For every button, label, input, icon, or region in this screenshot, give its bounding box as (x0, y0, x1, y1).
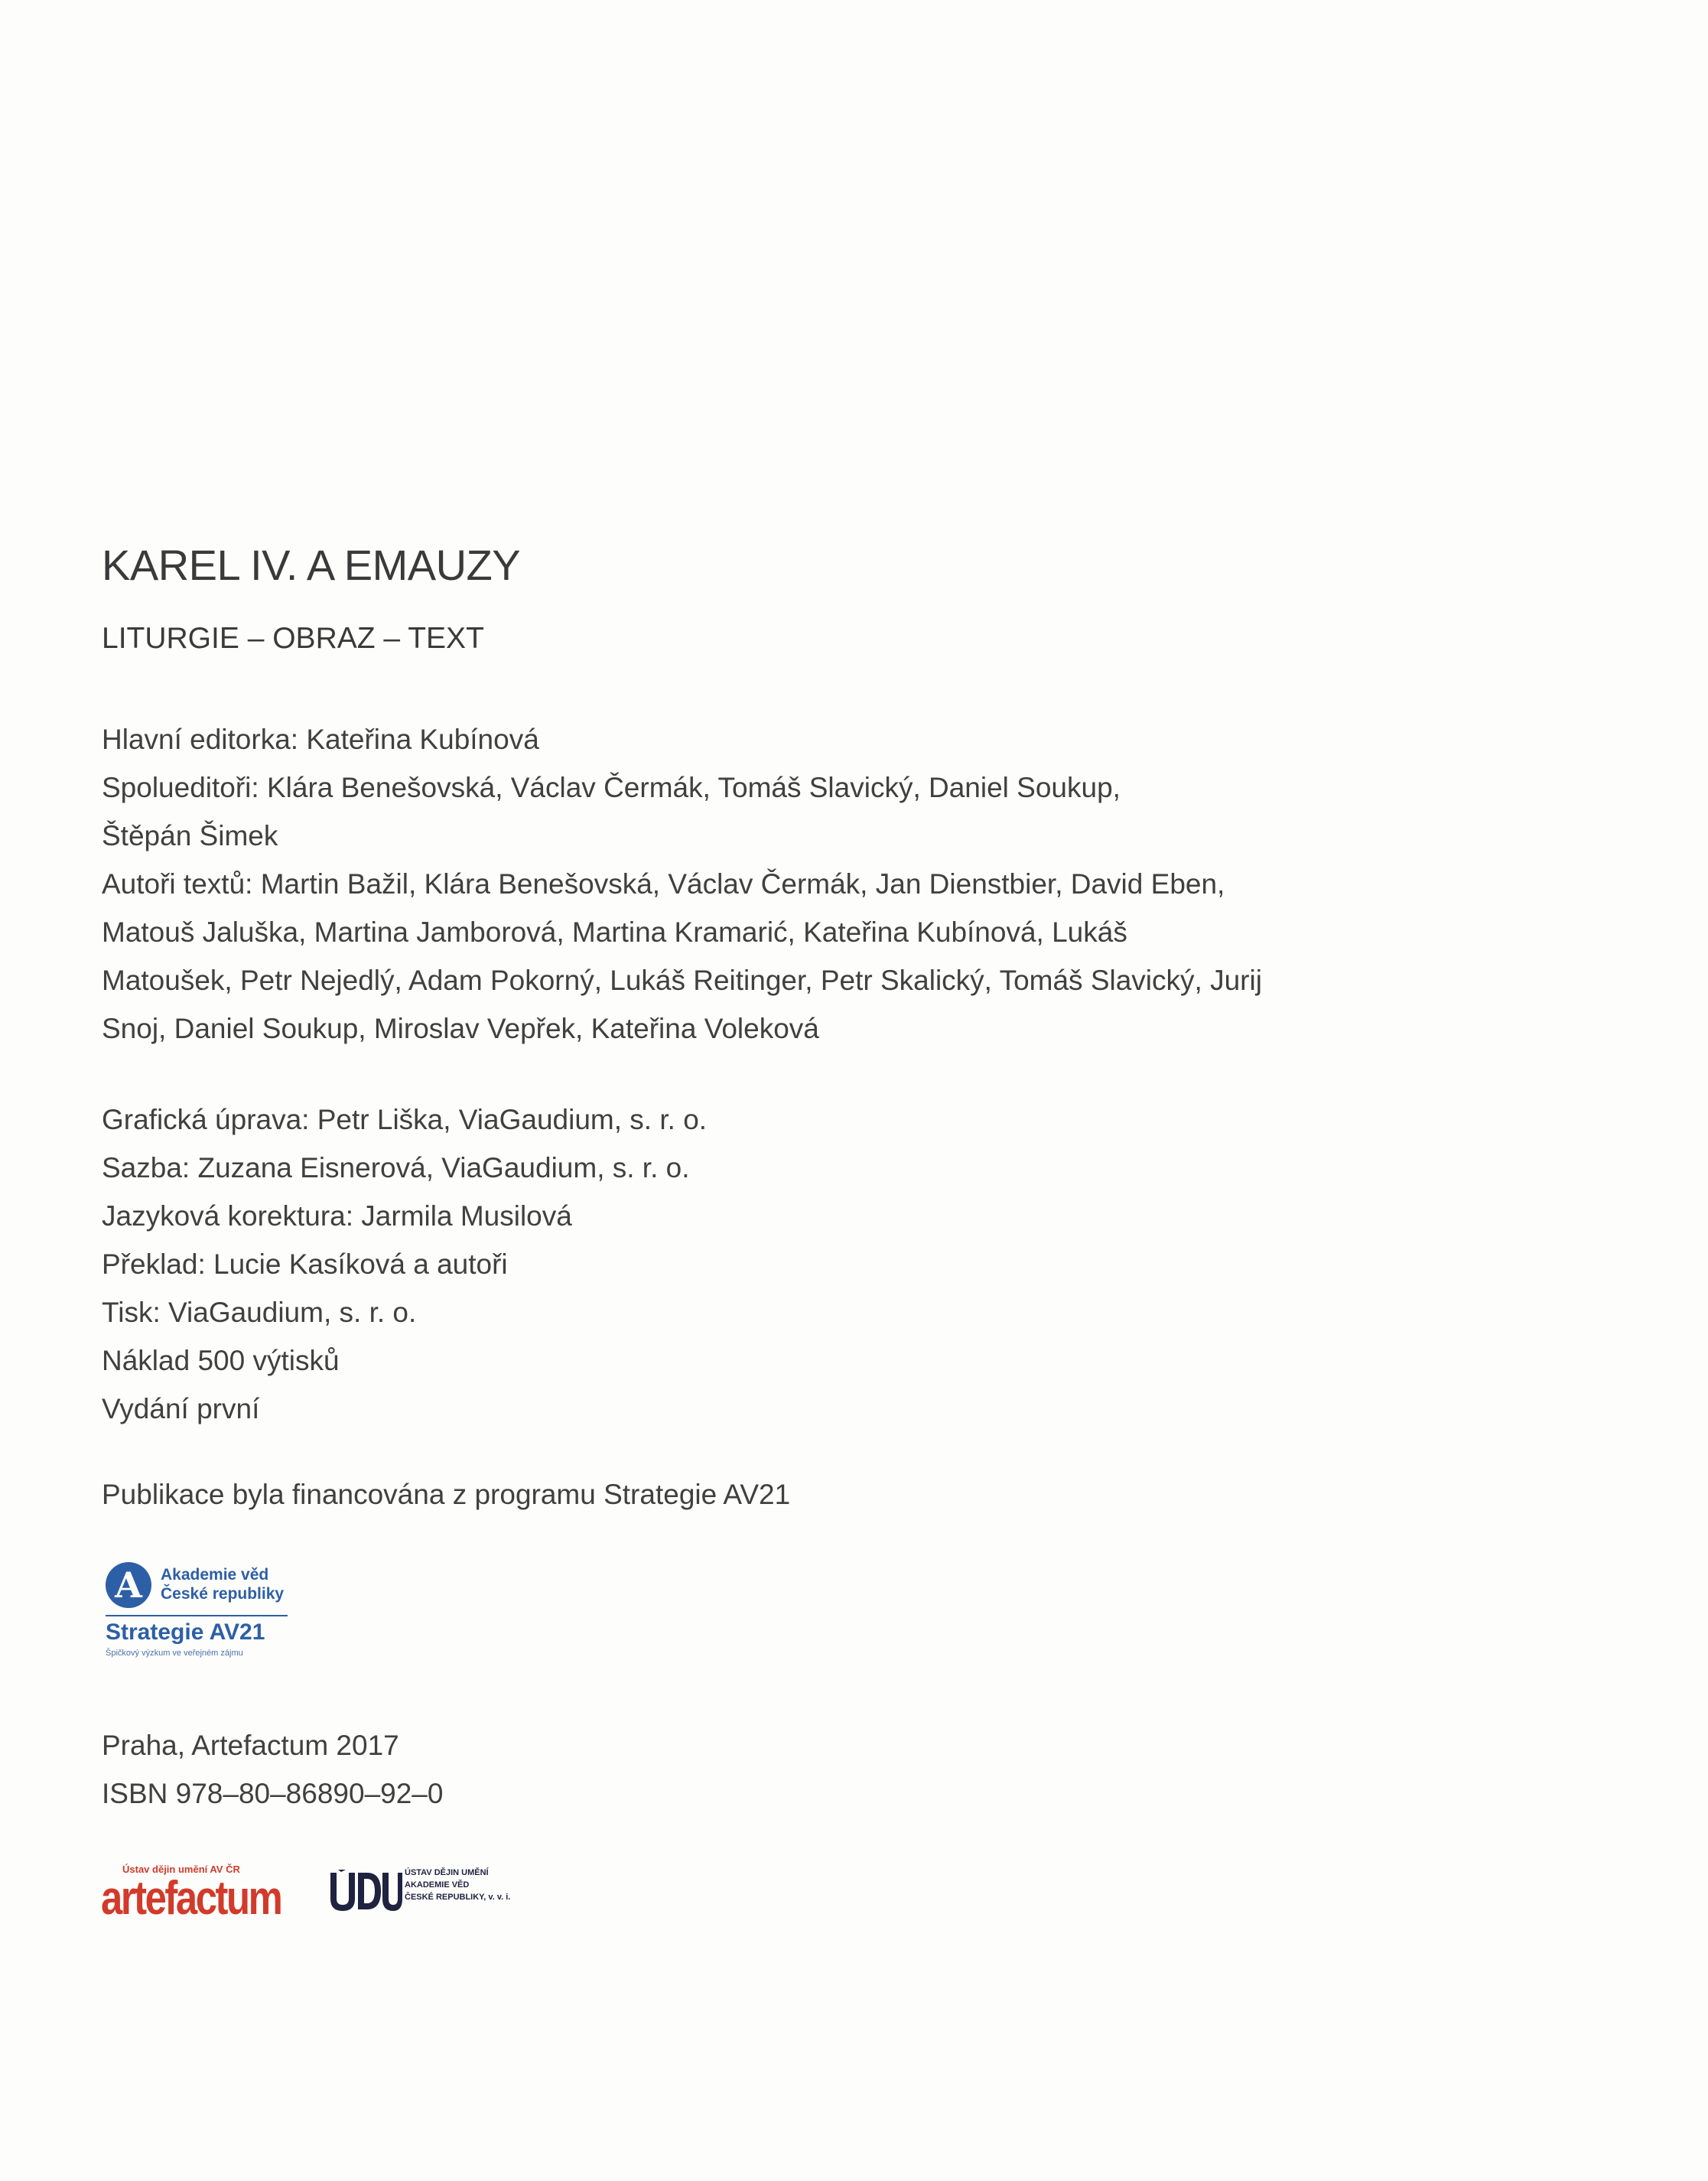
isbn-line: ISBN 978–80–86890–92–0 (102, 1778, 444, 1809)
publisher-line: Praha, Artefactum 2017 (102, 1730, 399, 1761)
editor-line: Hlavní editorka: Kateřina Kubínová (102, 724, 539, 755)
udu-monogram-logo-icon (329, 1870, 402, 1912)
book-subtitle: LITURGIE – OBRAZ – TEXT (102, 622, 484, 655)
print-line: Tisk: ViaGaudium, s. r. o. (102, 1297, 417, 1328)
proofreading-line: Jazyková korektura: Jarmila Musilová (102, 1200, 572, 1232)
av-divider (106, 1615, 288, 1616)
print-run-line: Náklad 500 výtisků (102, 1345, 340, 1376)
udu-institute-name: ÚSTAV DĚJIN UMĚNÍ AKADEMIE VĚD ČESKÉ REPUBLIKY, v. v. i. (405, 1868, 511, 1902)
imprint-block (102, 1721, 443, 1818)
credits-block (102, 715, 1364, 1053)
av-tagline: Špičkový výzkum ve veřejném zájmu (106, 1649, 243, 1658)
typesetting-line: Sazba: Zuzana Eisnerová, ViaGaudium, s. r. o. (102, 1152, 690, 1183)
artefactum-logo (101, 1864, 285, 1925)
authors-line: Autoři textů: Martin Bažil, Klára Benešovská, Václav Čermák, Jan Dienstbier, David Eben, Matouš Jaluška, Martina Jamborová, Martina Kramarić, Kateřina Kubínová, Lukáš Matoušek, Petr Nejedlý, Adam Pokorný, Lukáš Reitinger, Petr Skalický, Tomáš Slavický, Jurij Snoj, Daniel Soukup, Miroslav Vepřek, Kateřina Voleková (102, 868, 1262, 1044)
artefactum-institute-label: Ústav dějin umění AV ČR (122, 1864, 240, 1875)
graphic-design-line: Grafická úprava: Petr Liška, ViaGaudium, s. r. o. (102, 1104, 708, 1135)
av-strategy-label: Strategie AV21 (106, 1619, 265, 1645)
coeditors-line: Spolueditoři: Klára Benešovská, Václav Čermák, Tomáš Slavický, Daniel Soukup, Štěpán Šimek (102, 772, 1121, 851)
artefactum-wordmark: artefactum (101, 1872, 281, 1925)
av-letter-a-logo-icon: A (106, 1562, 151, 1608)
funding-note: Publikace byla financována z programu Strategie AV21 (102, 1479, 791, 1510)
edition-line: Vydání první (102, 1393, 260, 1424)
translation-line: Překlad: Lucie Kasíková a autoři (102, 1248, 508, 1280)
book-title: KAREL IV. A EMAUZY (102, 541, 521, 589)
av21-logo (106, 1562, 304, 1662)
production-block (102, 1095, 707, 1433)
av-name: Akademie věd České republiky (161, 1566, 285, 1603)
udu-logo (329, 1864, 528, 1917)
